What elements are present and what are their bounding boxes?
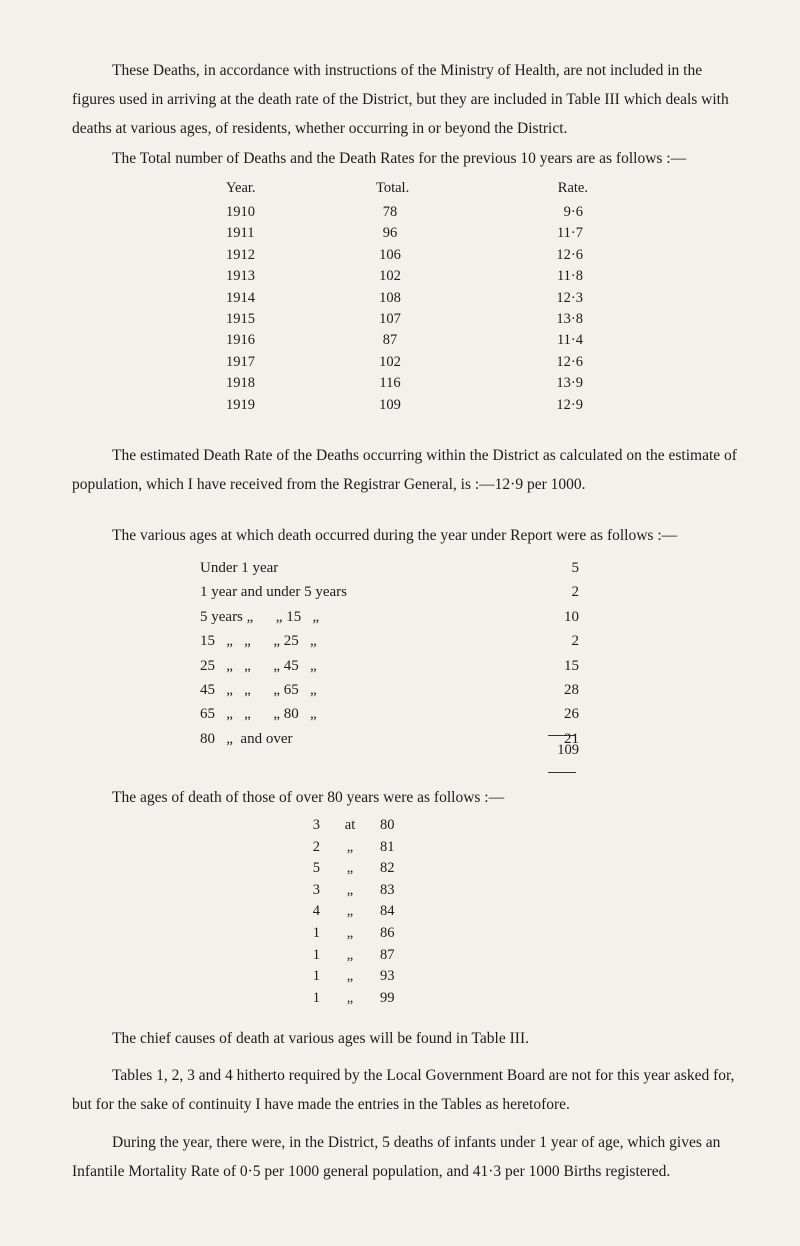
year-cell: 1913 bbox=[226, 268, 255, 285]
year-cell: 1916 bbox=[226, 332, 255, 349]
sum-rule-top bbox=[548, 735, 576, 736]
rate-cell: 9·6 bbox=[563, 204, 583, 220]
age-range-label: 5 years „ „ 15 „ bbox=[200, 608, 320, 625]
year-cell: 1919 bbox=[226, 396, 255, 413]
age-value: 84 bbox=[380, 903, 395, 920]
death-count: 1 bbox=[312, 989, 320, 1006]
age-range-count: 21 bbox=[564, 730, 579, 747]
rate-cell: 12·9 bbox=[556, 396, 583, 413]
over-80-intro: The ages of death of those of over 80 years were as follows :— bbox=[112, 789, 505, 806]
age-range-count: 2 bbox=[571, 633, 579, 650]
sum-rule-bottom bbox=[548, 772, 576, 773]
death-count: 3 bbox=[312, 881, 320, 898]
year-cell: 1917 bbox=[226, 353, 255, 370]
row-separator: at bbox=[344, 817, 356, 833]
total-cell: 78 bbox=[382, 204, 398, 220]
rate-cell: 12·3 bbox=[556, 289, 583, 306]
table-row bbox=[0, 225, 800, 247]
list-item bbox=[0, 860, 800, 882]
row-separator: „ bbox=[346, 989, 354, 1006]
age-range-label: 80 „ and over bbox=[200, 730, 293, 747]
total-cell: 96 bbox=[382, 225, 398, 242]
age-range-label: 1 year and under 5 years bbox=[200, 584, 348, 601]
previous-years-intro: The Total number of Deaths and the Death Rates for the previous 10 years are as follows :— bbox=[112, 150, 687, 167]
age-value: 93 bbox=[380, 968, 395, 985]
table-row bbox=[0, 375, 800, 397]
total-cell: 116 bbox=[379, 375, 401, 392]
death-count: 5 bbox=[312, 860, 320, 877]
list-item bbox=[0, 925, 800, 947]
age-range-count: 5 bbox=[571, 560, 579, 576]
year-cell: 1910 bbox=[226, 204, 255, 220]
row-separator: „ bbox=[346, 838, 354, 855]
year-cell: 1914 bbox=[226, 289, 255, 306]
rate-cell: 11·7 bbox=[556, 225, 583, 242]
list-item bbox=[0, 947, 800, 969]
table-row bbox=[0, 290, 800, 312]
list-item bbox=[0, 560, 800, 582]
age-value: 80 bbox=[380, 817, 395, 833]
chief-causes-paragraph: The chief causes of death at various ages will be found in Table III. bbox=[112, 1030, 529, 1047]
total-cell: 102 bbox=[379, 268, 401, 285]
table-row bbox=[0, 397, 800, 419]
previous-years-table bbox=[0, 180, 800, 420]
ages-total-row bbox=[0, 742, 800, 764]
age-range-count: 15 bbox=[564, 657, 579, 674]
intro-paragraph: These Deaths, in accordance with instructions of the Ministry of Health, are not included in the figures used in arriving at the death rate of the District, but they are included in Table III which deals with deaths at various ages, of residents, whether occurring in or beyond the District. bbox=[72, 62, 729, 137]
age-range-label: 15 „ „ „ 25 „ bbox=[200, 633, 317, 650]
total-cell: 109 bbox=[379, 396, 401, 413]
list-item bbox=[0, 658, 800, 680]
year-cell: 1915 bbox=[226, 311, 255, 327]
list-item bbox=[0, 990, 800, 1012]
row-separator: „ bbox=[346, 925, 354, 941]
age-value: 86 bbox=[380, 925, 395, 941]
list-item bbox=[0, 817, 800, 839]
death-count: 1 bbox=[312, 946, 320, 963]
list-item bbox=[0, 682, 800, 704]
age-value: 99 bbox=[380, 989, 395, 1006]
list-item bbox=[0, 839, 800, 861]
list-item bbox=[0, 968, 800, 990]
table-row bbox=[0, 354, 800, 376]
rate-cell: 13·9 bbox=[556, 375, 583, 392]
estimated-rate-paragraph: The estimated Death Rate of the Deaths occurring within the District as calculated on the estimate of population, which I have received from the Registrar General, is :—12·9 per 1000. bbox=[72, 447, 737, 493]
age-range-label: Under 1 year bbox=[200, 560, 279, 576]
list-item bbox=[0, 706, 800, 728]
ages-table bbox=[0, 560, 800, 760]
over-80-table bbox=[0, 817, 800, 1017]
age-range-count: 28 bbox=[564, 682, 579, 698]
table-row bbox=[0, 204, 800, 226]
total-cell: 106 bbox=[379, 246, 401, 263]
age-range-label: 45 „ „ „ 65 „ bbox=[200, 682, 317, 698]
rate-cell: 12·6 bbox=[556, 353, 583, 370]
total-cell: 87 bbox=[382, 332, 398, 349]
table-row bbox=[0, 268, 800, 290]
list-item bbox=[0, 584, 800, 606]
death-count: 2 bbox=[312, 838, 320, 855]
year-cell: 1918 bbox=[226, 375, 255, 392]
list-item bbox=[0, 609, 800, 631]
row-separator: „ bbox=[346, 860, 354, 877]
age-value: 83 bbox=[380, 881, 395, 898]
rate-header: Rate. bbox=[557, 180, 588, 196]
death-count: 1 bbox=[312, 925, 320, 941]
year-cell: 1911 bbox=[226, 225, 255, 242]
death-count: 1 bbox=[312, 968, 320, 985]
age-value: 81 bbox=[380, 838, 395, 855]
ages-intro: The various ages at which death occurred during the year under Report were as follows :— bbox=[112, 527, 678, 544]
year-cell: 1912 bbox=[226, 246, 255, 263]
death-count: 4 bbox=[312, 903, 320, 920]
infant-paragraph: During the year, there were, in the District, 5 deaths of infants under 1 year of age, which gives an Infantile Mortality Rate of 0·5 per 1000 general population, and 41·3 per 1000 Births registered. bbox=[72, 1134, 721, 1180]
list-item bbox=[0, 903, 800, 925]
age-value: 82 bbox=[380, 860, 395, 877]
age-range-label: 25 „ „ „ 45 „ bbox=[200, 657, 317, 674]
rate-cell: 12·6 bbox=[556, 246, 583, 263]
list-item bbox=[0, 633, 800, 655]
death-count: 3 bbox=[312, 817, 320, 833]
list-item bbox=[0, 882, 800, 904]
rate-cell: 13·8 bbox=[556, 311, 583, 327]
table-row bbox=[0, 332, 800, 354]
total-cell: 102 bbox=[379, 353, 401, 370]
row-separator: „ bbox=[346, 968, 354, 985]
age-value: 87 bbox=[380, 946, 395, 963]
total-header: Total. bbox=[376, 180, 410, 196]
table-row bbox=[0, 311, 800, 333]
table-row bbox=[0, 247, 800, 269]
tables-paragraph: Tables 1, 2, 3 and 4 hitherto required by the Local Government Board are not for this year asked for, but for the sake of continuity I have made the entries in the Tables as heretofore. bbox=[72, 1067, 735, 1113]
rate-cell: 11·8 bbox=[556, 268, 583, 285]
total-cell: 108 bbox=[379, 289, 401, 306]
age-range-count: 2 bbox=[571, 584, 579, 601]
row-separator: „ bbox=[346, 881, 354, 898]
row-separator: „ bbox=[346, 903, 354, 920]
age-range-count: 10 bbox=[564, 608, 579, 625]
age-range-label: 65 „ „ „ 80 „ bbox=[200, 706, 317, 723]
total-cell: 107 bbox=[379, 311, 401, 327]
row-separator: „ bbox=[346, 946, 354, 963]
age-range-count: 26 bbox=[564, 706, 579, 723]
ages-total-value: 109 bbox=[557, 742, 579, 758]
table-header-row bbox=[0, 180, 800, 202]
year-header: Year. bbox=[226, 180, 256, 196]
rate-cell: 11·4 bbox=[556, 332, 583, 349]
